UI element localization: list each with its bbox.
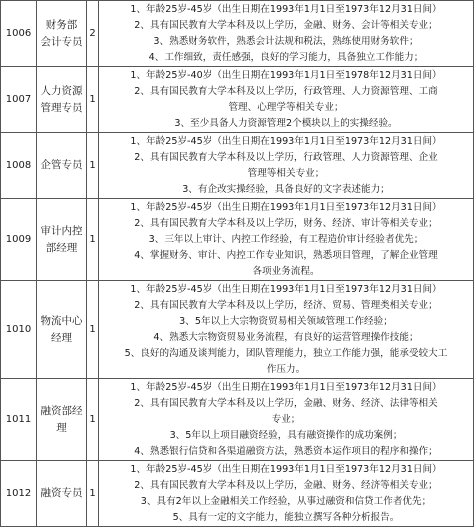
requirement-line: 1、年龄25岁-45岁（出生日期在1993年1月1日至1973年12月31日间） bbox=[130, 283, 442, 295]
requirement-line: 4、掌握财务、审计、内控工作专业知识，熟悉项目管理，了解企业管理 bbox=[134, 249, 438, 261]
position-name bbox=[37, 67, 87, 133]
requirement-line: 专业； bbox=[271, 413, 301, 425]
table-row bbox=[1, 67, 474, 133]
table-row bbox=[1, 461, 474, 527]
requirement-line: 5、良好的沟通及谈判能力，团队管理能力，独立工作能力强，能承受较大工 bbox=[124, 347, 448, 359]
requirement-line: 3、熟悉财务软件，熟悉会计法规和税法，熟练使用财务软件； bbox=[153, 35, 419, 47]
position-name bbox=[37, 379, 87, 461]
requirement-line: 1、年龄25岁-45岁（出生日期在1993年1月1日至1973年12月31日间） bbox=[130, 3, 442, 15]
position-line: 审计内控 bbox=[40, 224, 83, 237]
requirement-line: 2、具有国民教育大学本科及以上学历，财务、经济、审计等相关专业； bbox=[134, 217, 438, 229]
requirement-line: 管理等相关专业； bbox=[247, 167, 325, 179]
table-row bbox=[1, 199, 474, 281]
requirement-line: 3、三年以上审计、内控工作经验，有工程造价审计经验者优先； bbox=[148, 233, 424, 245]
position-line: 经理 bbox=[51, 331, 72, 344]
requirements-cell bbox=[99, 281, 474, 379]
headcount: 1 bbox=[87, 281, 99, 379]
position-line: 管理专员 bbox=[40, 101, 83, 114]
headcount: 2 bbox=[87, 1, 99, 67]
requirement-line: 2、具有国民教育大学本科及以上学历，金融、财务、经济、法律等相关 bbox=[134, 397, 438, 409]
requirement-line: 3、至少具备人力资源管理2个模块以上的实操经验。 bbox=[174, 117, 398, 129]
requirement-line: 2、具有国民教育大学本科及以上学历，行政管理、人力资源管理、工商 bbox=[134, 85, 438, 97]
position-line: 融资部经理 bbox=[40, 404, 83, 434]
requirements-cell bbox=[99, 67, 474, 133]
table-row bbox=[1, 133, 474, 199]
requirement-line: 3、具有2年以上金融相关工作经验，从事过融资和信贷工作者优先； bbox=[140, 495, 432, 507]
position-name bbox=[37, 461, 87, 527]
position-name bbox=[37, 199, 87, 281]
requirements-cell bbox=[99, 199, 474, 281]
headcount: 1 bbox=[87, 199, 99, 281]
position-line: 部经理 bbox=[45, 241, 78, 254]
requirement-line: 3、5年以上大宗物资贸易相关领域管理工作经验； bbox=[179, 315, 393, 327]
requirement-line: 2、具有国民教育大学本科及以上学历，金融、财务、会计等相关专业； bbox=[134, 19, 438, 31]
requirement-line: 3、有企改实操经验，具备良好的文字表述能力； bbox=[182, 183, 390, 195]
headcount: 1 bbox=[87, 379, 99, 461]
requirement-line: 4、工作细致，责任感强，良好的学习能力，具备独立工作能力； bbox=[148, 51, 424, 63]
requirement-line: 1、年龄25岁-45岁（出生日期在1993年1月1日至1973年12月31日间） bbox=[130, 463, 442, 475]
requirement-line: 4、熟悉大宗物资贸易业务流程，有良好的运营管理操作技能； bbox=[153, 331, 419, 343]
table-row bbox=[1, 1, 474, 67]
requirements-cell bbox=[99, 379, 474, 461]
requirement-line: 5、具有一定的文字能力，能独立撰写各种分析报告。 bbox=[172, 511, 400, 523]
requirement-line: 4、熟悉银行信贷和各渠道融资方法，熟悉资本运作项目的程序和操作； bbox=[134, 445, 438, 457]
requirements-cell bbox=[99, 461, 474, 527]
requirement-line: 2、具有国民教育大学本科及以上学历，经济、贸易、管理类相关专业； bbox=[134, 299, 438, 311]
headcount: 1 bbox=[87, 461, 99, 527]
position-name bbox=[37, 1, 87, 67]
requirements-cell bbox=[99, 1, 474, 67]
requirement-line: 1、年龄25岁-45岁（出生日期在1993年1月1日至1973年12月31日间） bbox=[130, 381, 442, 393]
job-id: 1007 bbox=[1, 67, 37, 133]
requirement-line: 3、5年以上项目融资经验，具有融资操作的成功案例； bbox=[169, 429, 403, 441]
headcount: 1 bbox=[87, 133, 99, 199]
job-id: 1012 bbox=[1, 461, 37, 527]
position-line: 人力资源 bbox=[40, 84, 83, 97]
requirement-line: 作压力。 bbox=[266, 363, 306, 375]
headcount: 1 bbox=[87, 67, 99, 133]
requirement-line: 管理、心理学等相关专业； bbox=[228, 101, 344, 113]
table-row bbox=[1, 379, 474, 461]
job-id: 1006 bbox=[1, 1, 37, 67]
table-body bbox=[1, 1, 474, 527]
position-name bbox=[37, 133, 87, 199]
position-line: 物流中心 bbox=[40, 314, 83, 327]
position-line: 会计专员 bbox=[40, 35, 83, 48]
requirement-line: 2、具有国民教育大学本科及以上学历，金融、财务、经济等相关专业； bbox=[134, 479, 438, 491]
requirement-line: 1、年龄25岁-40岁（出生日期在1993年1月1日至1978年12月31日间） bbox=[130, 69, 442, 81]
job-id: 1008 bbox=[1, 133, 37, 199]
job-id: 1009 bbox=[1, 199, 37, 281]
position-line: 财务部 bbox=[45, 18, 78, 31]
table-row bbox=[1, 281, 474, 379]
job-id: 1011 bbox=[1, 379, 37, 461]
position-name bbox=[37, 281, 87, 379]
position-line: 企管专员 bbox=[40, 159, 83, 171]
requirement-line: 1、年龄25岁-45岁（出生日期在1993年1月1日至1973年12月31日间） bbox=[130, 201, 442, 213]
position-line: 融资专员 bbox=[40, 487, 83, 499]
requirement-line: 各项业务流程。 bbox=[252, 265, 320, 277]
requirement-line: 2、具有国民教育大学本科及以上学历，行政管理、人力资源管理、企业 bbox=[134, 151, 438, 163]
job-id: 1010 bbox=[1, 281, 37, 379]
requirement-line: 1、年龄25岁-45岁（出生日期在1993年1月1日至1973年12月31日间） bbox=[130, 135, 442, 147]
requirements-cell bbox=[99, 133, 474, 199]
